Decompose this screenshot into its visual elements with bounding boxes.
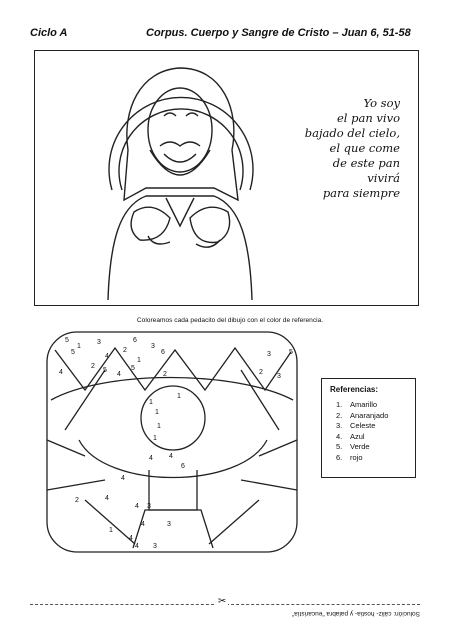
- puzzle-number: 2: [123, 347, 127, 354]
- robe-neck: [166, 198, 194, 226]
- puzzle-number: 4: [141, 521, 145, 528]
- reference-label: Anaranjado: [350, 410, 389, 420]
- header-reference: – Juan 6, 51-58: [332, 27, 411, 39]
- bread-right: [190, 207, 230, 242]
- host-shape: [141, 386, 205, 450]
- reference-number: 1.: [336, 400, 343, 409]
- reference-item: [336, 421, 407, 432]
- puzzle-number: 4: [59, 369, 63, 376]
- puzzle-number: 3: [97, 339, 101, 346]
- reference-number: 3.: [336, 421, 343, 430]
- reference-label: Celeste: [350, 421, 376, 430]
- puzzle-number: 3: [151, 343, 155, 350]
- hand-left: [148, 236, 170, 244]
- puzzle-border: [47, 332, 297, 552]
- right-eye: [186, 113, 198, 116]
- bread-left: [131, 207, 170, 240]
- puzzle-number: 6: [161, 349, 165, 356]
- puzzle-number-layer: [59, 337, 293, 550]
- reference-label: Amarillo: [350, 400, 378, 409]
- puzzle-number: 2: [75, 497, 79, 504]
- puzzle-number: 3: [147, 503, 151, 510]
- smile: [164, 154, 196, 162]
- puzzle-number: 1: [109, 527, 113, 534]
- scissors-icon: ✂: [218, 596, 227, 607]
- body-outline: [108, 196, 252, 300]
- reference-item: [336, 411, 407, 422]
- puzzle-number: 4: [117, 371, 121, 378]
- puzzle-number: 1: [155, 409, 159, 416]
- color-by-number-puzzle: [45, 330, 300, 555]
- verse-line: el pan vivo: [336, 111, 400, 125]
- reference-item: [336, 400, 407, 411]
- puzzle-number: 4: [135, 503, 139, 510]
- face-outline: [148, 88, 212, 172]
- reference-label: Azul: [350, 431, 365, 441]
- references-list: [330, 400, 407, 463]
- puzzle-number: 3: [277, 373, 281, 380]
- reference-number: 4.: [336, 431, 343, 441]
- chalice-stem: [149, 470, 197, 510]
- puzzle-number: 4: [129, 535, 133, 542]
- mustache: [160, 142, 200, 146]
- puzzle-number: 1: [157, 423, 161, 430]
- verse-line: para siempre: [322, 186, 400, 200]
- verse-line: bajado del cielo,: [304, 126, 400, 140]
- puzzle-number: 4: [149, 455, 153, 462]
- puzzle-number: 5: [71, 349, 75, 356]
- puzzle-number: 5: [131, 365, 135, 372]
- puzzle-number: 5: [65, 337, 69, 344]
- puzzle-number: 1: [153, 435, 157, 442]
- puzzle-number: 1: [77, 343, 81, 350]
- solution-text: Solución: cáliz- hostia- y palabra "eucaristía": [291, 610, 420, 617]
- left-eye: [164, 113, 176, 116]
- reference-number: 6.: [336, 452, 343, 462]
- chalice-cup: [79, 440, 267, 478]
- puzzle-number: 6: [181, 463, 185, 470]
- reference-label: rojo: [350, 452, 363, 462]
- chalice-base: [133, 510, 213, 548]
- header-title-text: Corpus. Cuerpo y Sangre de Cristo: [146, 27, 330, 39]
- reference-item: [336, 432, 407, 443]
- puzzle-number: 3: [267, 351, 271, 358]
- reference-item: [336, 453, 407, 464]
- coloring-caption: Coloreamos cada pedacito del dibujo con el color de referencia.: [136, 317, 324, 324]
- references-box: [321, 378, 416, 478]
- references-title: Referencias:: [330, 385, 379, 394]
- puzzle-number: 4: [135, 543, 139, 550]
- verse-line: vivirá: [367, 171, 400, 185]
- hand-right: [196, 240, 220, 247]
- reference-number: 2.: [336, 410, 343, 420]
- puzzle-number: 2: [91, 363, 95, 370]
- puzzle-number: 4: [105, 353, 109, 360]
- reference-label: Verde: [350, 442, 370, 451]
- puzzle-number: 2: [163, 371, 167, 378]
- puzzle-number: 5: [289, 349, 293, 356]
- reference-number: 5.: [336, 442, 343, 451]
- puzzle-number: 1: [137, 357, 141, 364]
- verse-line: de este pan: [332, 156, 400, 170]
- puzzle-number: 4: [105, 495, 109, 502]
- puzzle-number: 3: [167, 521, 171, 528]
- puzzle-number: 4: [169, 453, 173, 460]
- reference-item: [336, 442, 407, 453]
- header-cycle: Ciclo A: [30, 27, 68, 39]
- puzzle-number: 1: [149, 399, 153, 406]
- puzzle-number: 2: [259, 369, 263, 376]
- puzzle-number: 4: [121, 475, 125, 482]
- halo-ring: [119, 109, 243, 190]
- puzzle-number: 5: [103, 367, 107, 374]
- verse-line: Yo soy: [363, 96, 400, 110]
- verse-line: el que come: [329, 141, 400, 155]
- puzzle-number: 1: [177, 393, 181, 400]
- verse-text: [250, 96, 400, 201]
- puzzle-number: 3: [153, 543, 157, 550]
- puzzle-number: 6: [133, 337, 137, 344]
